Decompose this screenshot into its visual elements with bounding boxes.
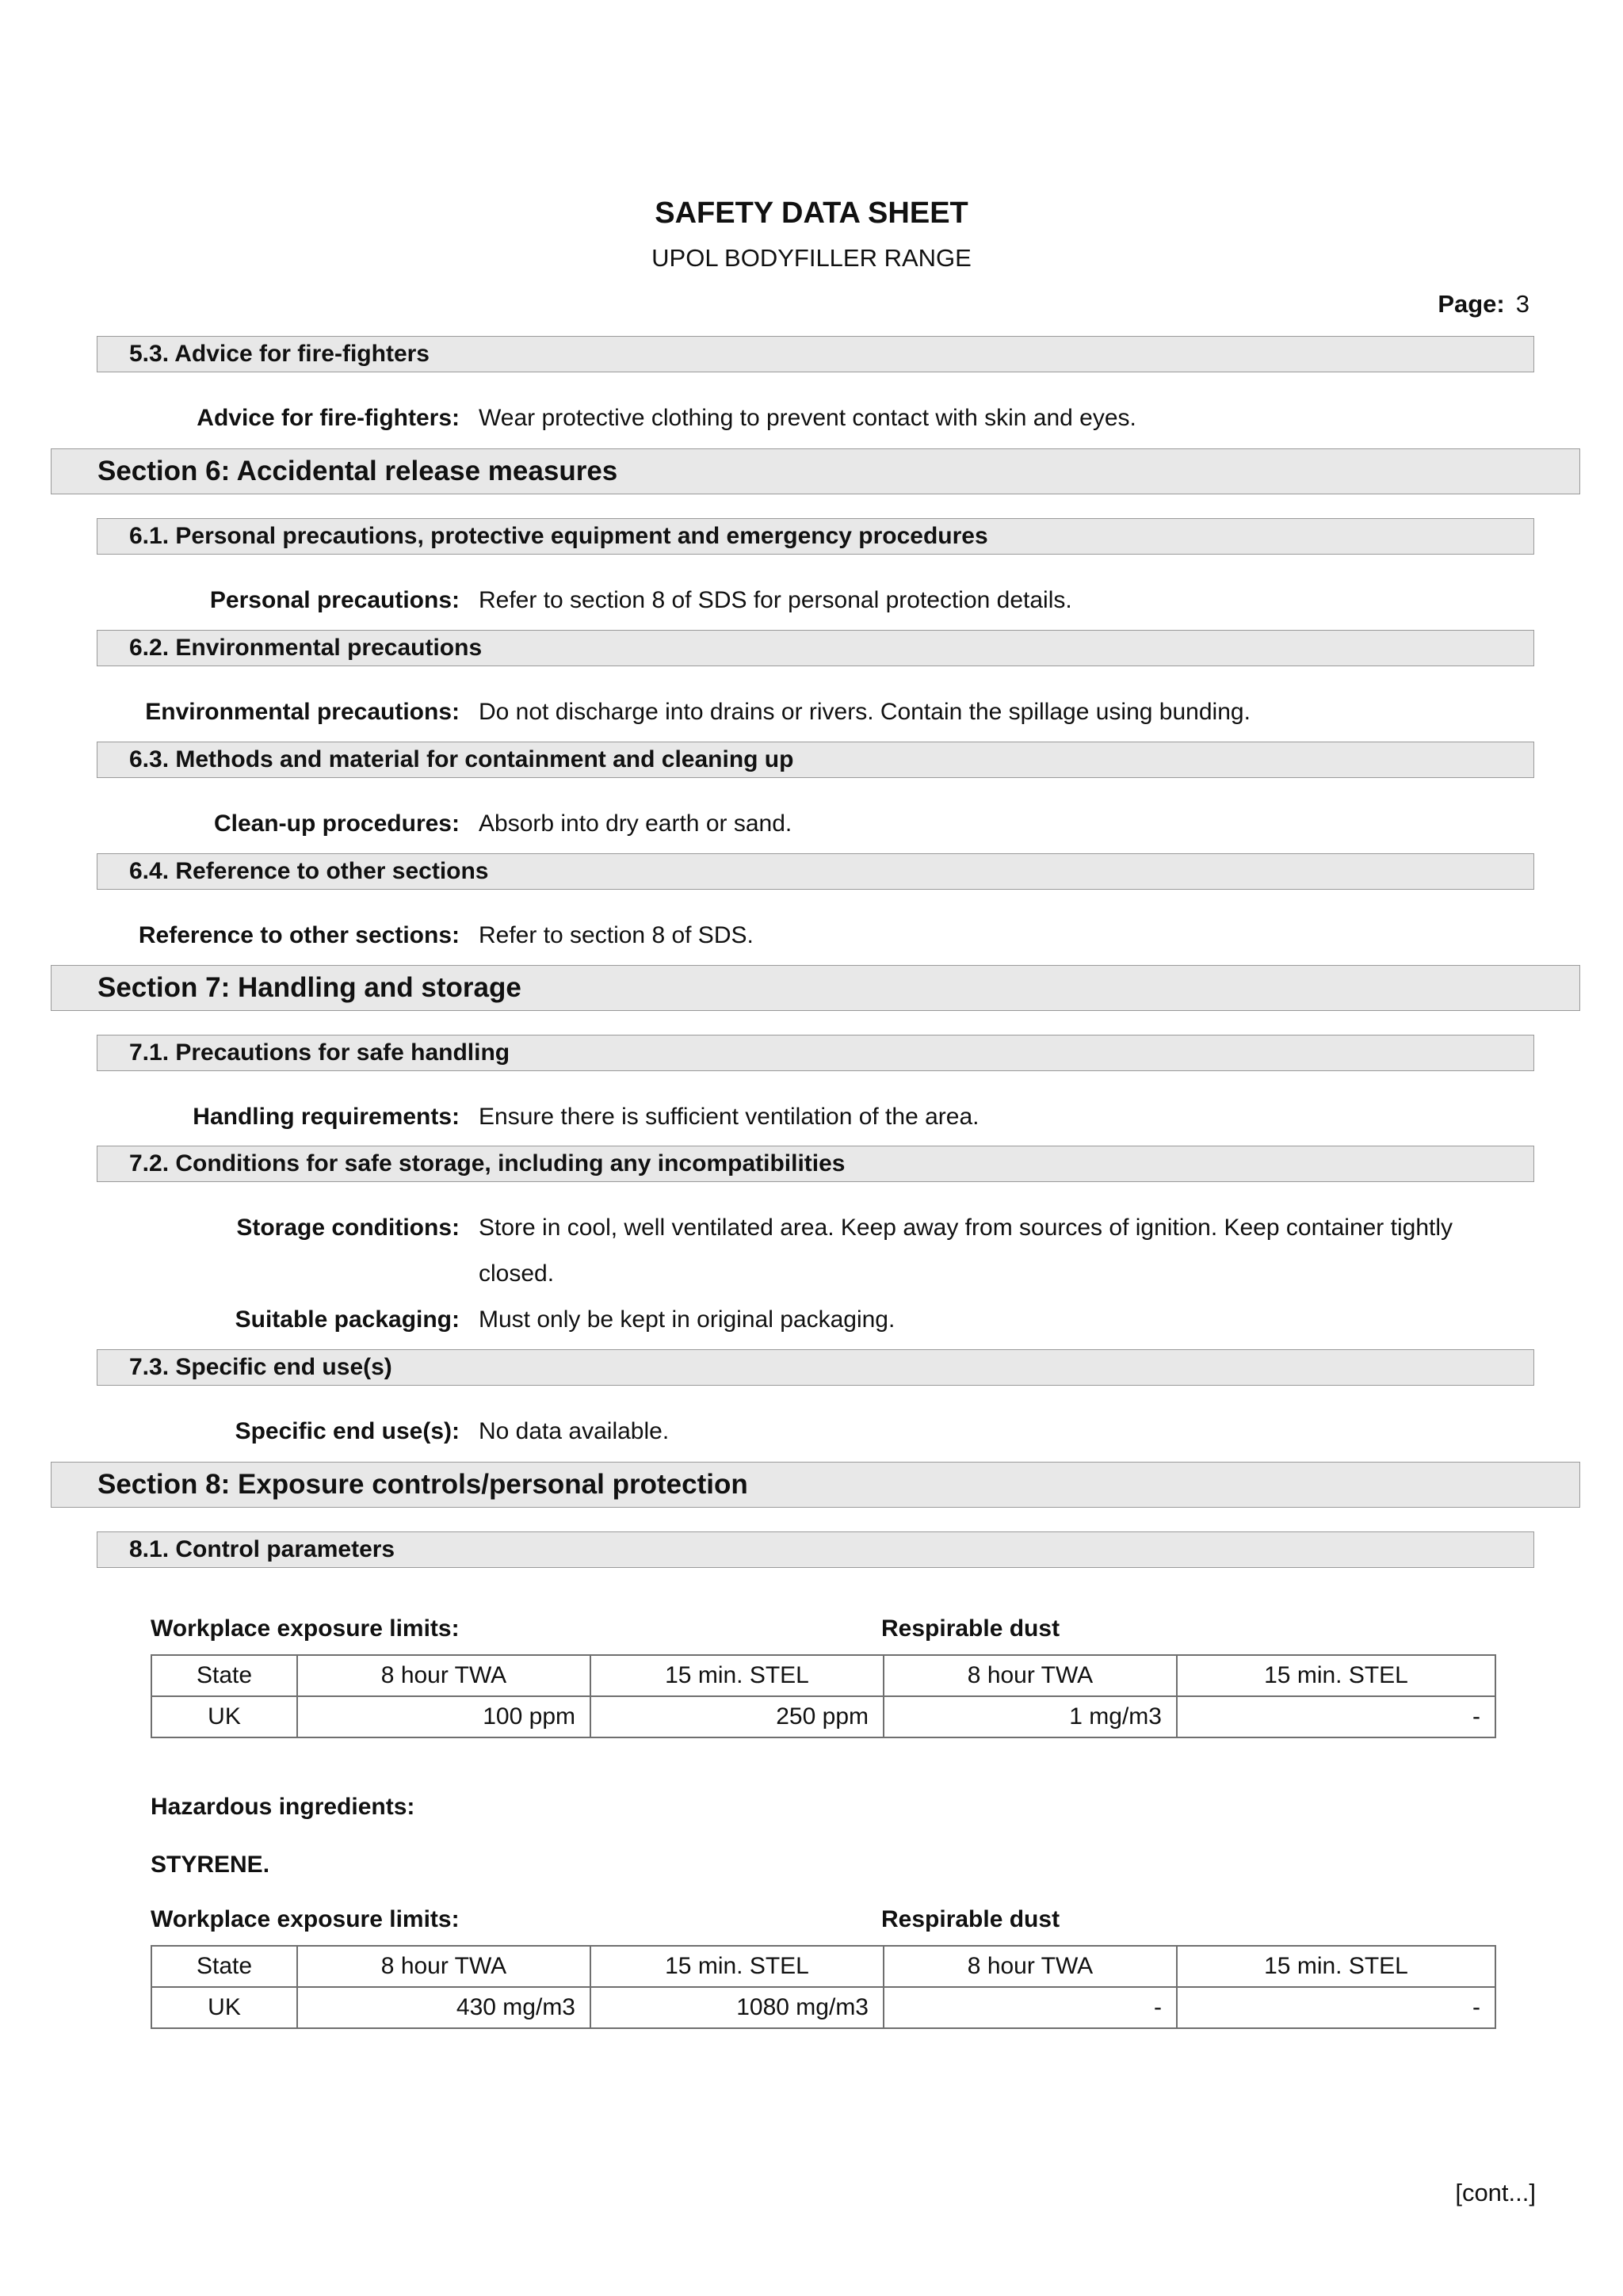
specific-end-use-label: Specific end use(s): [235, 1418, 460, 1444]
respirable-dust-heading: Respirable dust [881, 1615, 1060, 1642]
table-row [151, 1987, 1495, 2028]
table-cell: - [1177, 1696, 1495, 1737]
storage-conditions-label: Storage conditions: [236, 1215, 460, 1241]
environmental-precautions-label: Environmental precautions: [145, 699, 460, 725]
specific-end-use-value: No data available. [479, 1418, 670, 1444]
fire-fighters-label: Advice for fire-fighters: [197, 405, 460, 431]
exposure-limits-heading: Workplace exposure limits: [151, 1906, 460, 1932]
continued-marker: [cont...] [1455, 2179, 1536, 2206]
section-8-header: Section 8: Exposure controls/personal protection [51, 1462, 1580, 1508]
clean-up-value: Absorb into dry earth or sand. [479, 810, 792, 837]
suitable-packaging-value: Must only be kept in original packaging. [479, 1306, 896, 1333]
exposure-limits-heading: Workplace exposure limits: [151, 1615, 460, 1642]
page-label: Page: [1438, 290, 1505, 318]
hazardous-ingredients-label: Hazardous ingredients: [151, 1794, 415, 1820]
fire-fighters-value: Wear protective clothing to prevent contact with skin and eyes. [479, 405, 1136, 431]
table-header-cell: State [151, 1946, 297, 1987]
reference-label: Reference to other sections: [138, 922, 460, 948]
table-cell: 1080 mg/m3 [590, 1987, 884, 2028]
subsection-7-3-header: 7.3. Specific end use(s) [97, 1349, 1534, 1386]
personal-precautions-value: Refer to section 8 of SDS for personal protection details. [479, 587, 1072, 613]
table-header-cell: 8 hour TWA [884, 1655, 1177, 1696]
subsection-7-1-header: 7.1. Precautions for safe handling [97, 1035, 1534, 1071]
table-header-cell: 15 min. STEL [1177, 1655, 1495, 1696]
table-cell: 430 mg/m3 [297, 1987, 590, 2028]
subsection-6-2-header: 6.2. Environmental precautions [97, 630, 1534, 666]
table-header-row [151, 1655, 1495, 1696]
page-indicator [1438, 290, 1529, 318]
product-name: UPOL BODYFILLER RANGE [651, 244, 972, 272]
subsection-6-4-header: 6.4. Reference to other sections [97, 853, 1534, 890]
table-header-cell: State [151, 1655, 297, 1696]
styrene-exposure-limits-table [151, 1945, 1496, 2029]
table-cell: UK [151, 1696, 297, 1737]
document-title: SAFETY DATA SHEET [655, 196, 968, 230]
table-header-row [151, 1946, 1495, 1987]
table-header-cell: 8 hour TWA [297, 1946, 590, 1987]
ingredient-name: STYRENE. [151, 1852, 270, 1878]
table-row [151, 1696, 1495, 1737]
handling-requirements-value: Ensure there is sufficient ventilation of the area. [479, 1104, 980, 1130]
environmental-precautions-value: Do not discharge into drains or rivers. Contain the spillage using bunding. [479, 699, 1251, 725]
table-cell: UK [151, 1987, 297, 2028]
table-cell: 100 ppm [297, 1696, 590, 1737]
storage-conditions-value: Store in cool, well ventilated area. Keep away from sources of ignition. Keep container tightly closed. [479, 1215, 1453, 1287]
table-header-cell: 15 min. STEL [590, 1655, 884, 1696]
table-cell: - [884, 1987, 1177, 2028]
section-7-header: Section 7: Handling and storage [51, 965, 1580, 1011]
page-number: 3 [1515, 290, 1529, 318]
subsection-6-3-header: 6.3. Methods and material for containment and cleaning up [97, 742, 1534, 778]
respirable-dust-heading: Respirable dust [881, 1906, 1060, 1932]
table-header-cell: 15 min. STEL [1177, 1946, 1495, 1987]
suitable-packaging-label: Suitable packaging: [235, 1306, 460, 1333]
subsection-7-2-header: 7.2. Conditions for safe storage, including any incompatibilities [97, 1146, 1534, 1182]
reference-value: Refer to section 8 of SDS. [479, 922, 754, 948]
table-cell: 250 ppm [590, 1696, 884, 1737]
handling-requirements-label: Handling requirements: [193, 1104, 460, 1130]
section-6-header: Section 6: Accidental release measures [51, 448, 1580, 494]
subsection-8-1-header: 8.1. Control parameters [97, 1531, 1534, 1568]
table-header-cell: 8 hour TWA [884, 1946, 1177, 1987]
personal-precautions-label: Personal precautions: [209, 587, 460, 613]
exposure-limits-table [151, 1654, 1496, 1738]
subsection-5-3-header: 5.3. Advice for fire-fighters [97, 336, 1534, 372]
table-header-cell: 8 hour TWA [297, 1655, 590, 1696]
table-header-cell: 15 min. STEL [590, 1946, 884, 1987]
clean-up-label: Clean-up procedures: [213, 810, 460, 837]
subsection-6-1-header: 6.1. Personal precautions, protective equipment and emergency procedures [97, 518, 1534, 555]
table-cell: - [1177, 1987, 1495, 2028]
table-cell: 1 mg/m3 [884, 1696, 1177, 1737]
